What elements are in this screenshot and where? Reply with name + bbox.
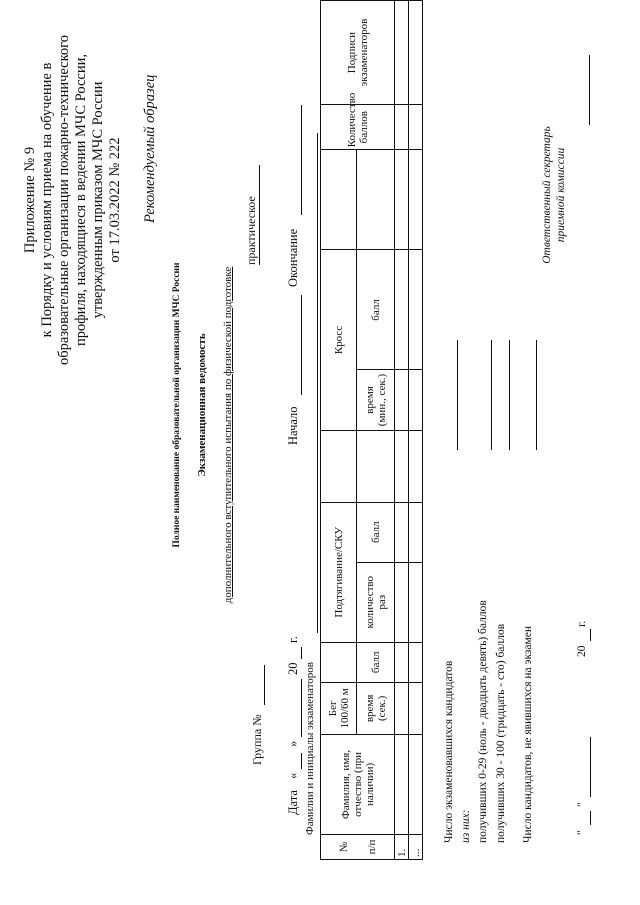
group-label: Группа № — [250, 714, 264, 765]
run-time-header — [357, 682, 395, 734]
passed-label: Число экзаменовавшихся кандидатов — [443, 660, 455, 843]
doc-subtitle: дополнительного вступительного испытания по физической подготовке — [222, 266, 234, 604]
date-year-line — [301, 647, 302, 659]
of-them-label: из них: — [460, 809, 472, 843]
cell — [409, 430, 423, 502]
col-run2: 100/60 м — [338, 688, 351, 729]
pull-count-header — [357, 562, 395, 642]
date-open: « — [286, 772, 300, 779]
cell — [409, 150, 423, 250]
high-score-line — [509, 340, 510, 450]
group-line — [264, 665, 265, 705]
col-name-header — [321, 734, 395, 834]
cell — [395, 502, 409, 562]
cell — [409, 502, 423, 562]
appendix-line: образовательные организации пожарно-технического — [56, 34, 72, 366]
passed-line — [457, 340, 458, 450]
practical-label: практическое — [244, 196, 258, 265]
low-score-label: получивших 0-29 (ноль - двадцать девять) баллов — [477, 600, 489, 843]
date-day-line — [301, 753, 302, 769]
pull-count: количество — [363, 576, 376, 629]
cell — [409, 370, 423, 430]
cell — [395, 734, 409, 834]
exam-table — [320, 0, 423, 860]
appendix-line: профиля, находящиеся в ведении МЧС России, — [73, 54, 89, 346]
doc-title: Экзаменационная ведомость — [196, 333, 208, 477]
footer-date-suffix: г. — [576, 620, 588, 627]
practical-line — [259, 165, 260, 265]
date-suffix: г. — [286, 636, 300, 643]
footer-year-line — [590, 629, 591, 641]
cross-time: время — [363, 386, 376, 414]
cell — [409, 682, 423, 734]
cross-time-header — [357, 370, 395, 430]
col-num: № — [337, 841, 350, 853]
row-num: ... — [409, 834, 423, 859]
cell — [395, 642, 409, 682]
col-empty — [357, 150, 395, 250]
start-label: Начало — [286, 406, 300, 445]
date-year: 20 — [286, 662, 300, 675]
col-num2: п/п — [365, 839, 378, 855]
appendix-block — [22, 10, 124, 390]
col-empty — [321, 642, 357, 682]
secretary-block — [540, 95, 568, 295]
col-empty — [321, 430, 357, 502]
col-total2: баллов — [357, 111, 370, 144]
col-run: Бег — [326, 700, 339, 717]
run-score-header: балл — [357, 642, 395, 682]
cross-score-header: балл — [357, 250, 395, 370]
secretary-sign-line — [589, 55, 590, 125]
start-line — [301, 295, 302, 395]
secretary-line2: приемной комиссии — [555, 147, 567, 243]
col-total: Количество — [345, 92, 358, 148]
sample-note: Рекомендуемый образец — [142, 74, 158, 223]
cell — [409, 562, 423, 642]
pull-score-header: балл — [357, 502, 395, 562]
low-score-line — [491, 340, 492, 450]
cell — [409, 105, 423, 150]
org-name: Полное наименование образовательной организации МЧС России — [172, 262, 182, 548]
end-label: Окончание — [286, 228, 300, 287]
appendix-line: к Порядку и условиям приема на обучение в — [39, 62, 55, 338]
absent-line — [536, 340, 537, 450]
row-num: 1. — [395, 834, 409, 859]
col-pull-header: Подтягивание/СКУ — [321, 502, 357, 642]
date-close: » — [286, 740, 300, 747]
cell — [395, 562, 409, 642]
col-sign: Подписи — [345, 31, 358, 74]
cell — [395, 1, 409, 105]
cell — [409, 1, 423, 105]
date-month-line — [301, 679, 302, 737]
appendix-title: Приложение № 9 — [22, 146, 38, 254]
run-time-unit: (сек.) — [375, 695, 388, 722]
cell — [395, 370, 409, 430]
col-total-header — [321, 92, 395, 150]
high-score-label: получивших 30 - 100 (тридцать - сто) баллов — [495, 623, 507, 843]
col-name2: отчество (при наличии) — [351, 752, 376, 817]
cell — [395, 682, 409, 734]
col-sign-header — [321, 1, 395, 105]
cell — [395, 430, 409, 502]
cell — [409, 734, 423, 834]
cross-time-unit: (мин., сек.) — [375, 373, 388, 427]
footer-year: 20 — [576, 645, 588, 657]
pull-count2: раз — [375, 594, 388, 610]
footer-day-line — [590, 811, 591, 825]
examiners-label: Фамилии и инициалы экзаменаторов — [304, 662, 316, 835]
date-label: Дата — [286, 790, 300, 815]
col-sign2: экзаменаторов — [357, 18, 370, 87]
examiners-line — [317, 133, 318, 633]
footer-date-quote: " — [576, 830, 588, 835]
cell — [395, 150, 409, 250]
cell — [395, 250, 409, 370]
cell — [409, 250, 423, 370]
footer-month-line — [590, 737, 591, 797]
footer-date-quote: " — [576, 802, 588, 807]
col-num-header — [321, 834, 395, 859]
appendix-line: от 17.03.2022 № 222 — [107, 137, 123, 263]
appendix-line: утвержденным приказом МЧС России — [90, 81, 106, 319]
col-empty — [321, 150, 357, 250]
secretary-line1: Ответственный секретарь — [541, 126, 553, 264]
col-empty — [357, 430, 395, 502]
run-time: время — [363, 694, 376, 723]
absent-label: Число кандидатов, не явившихся на экзамен — [522, 625, 534, 843]
col-name: Фамилия, имя, — [339, 749, 352, 819]
cell — [395, 105, 409, 150]
end-line — [301, 105, 302, 215]
col-cross-header: Кросс — [321, 250, 357, 430]
col-run-header — [321, 682, 357, 734]
cell — [409, 642, 423, 682]
